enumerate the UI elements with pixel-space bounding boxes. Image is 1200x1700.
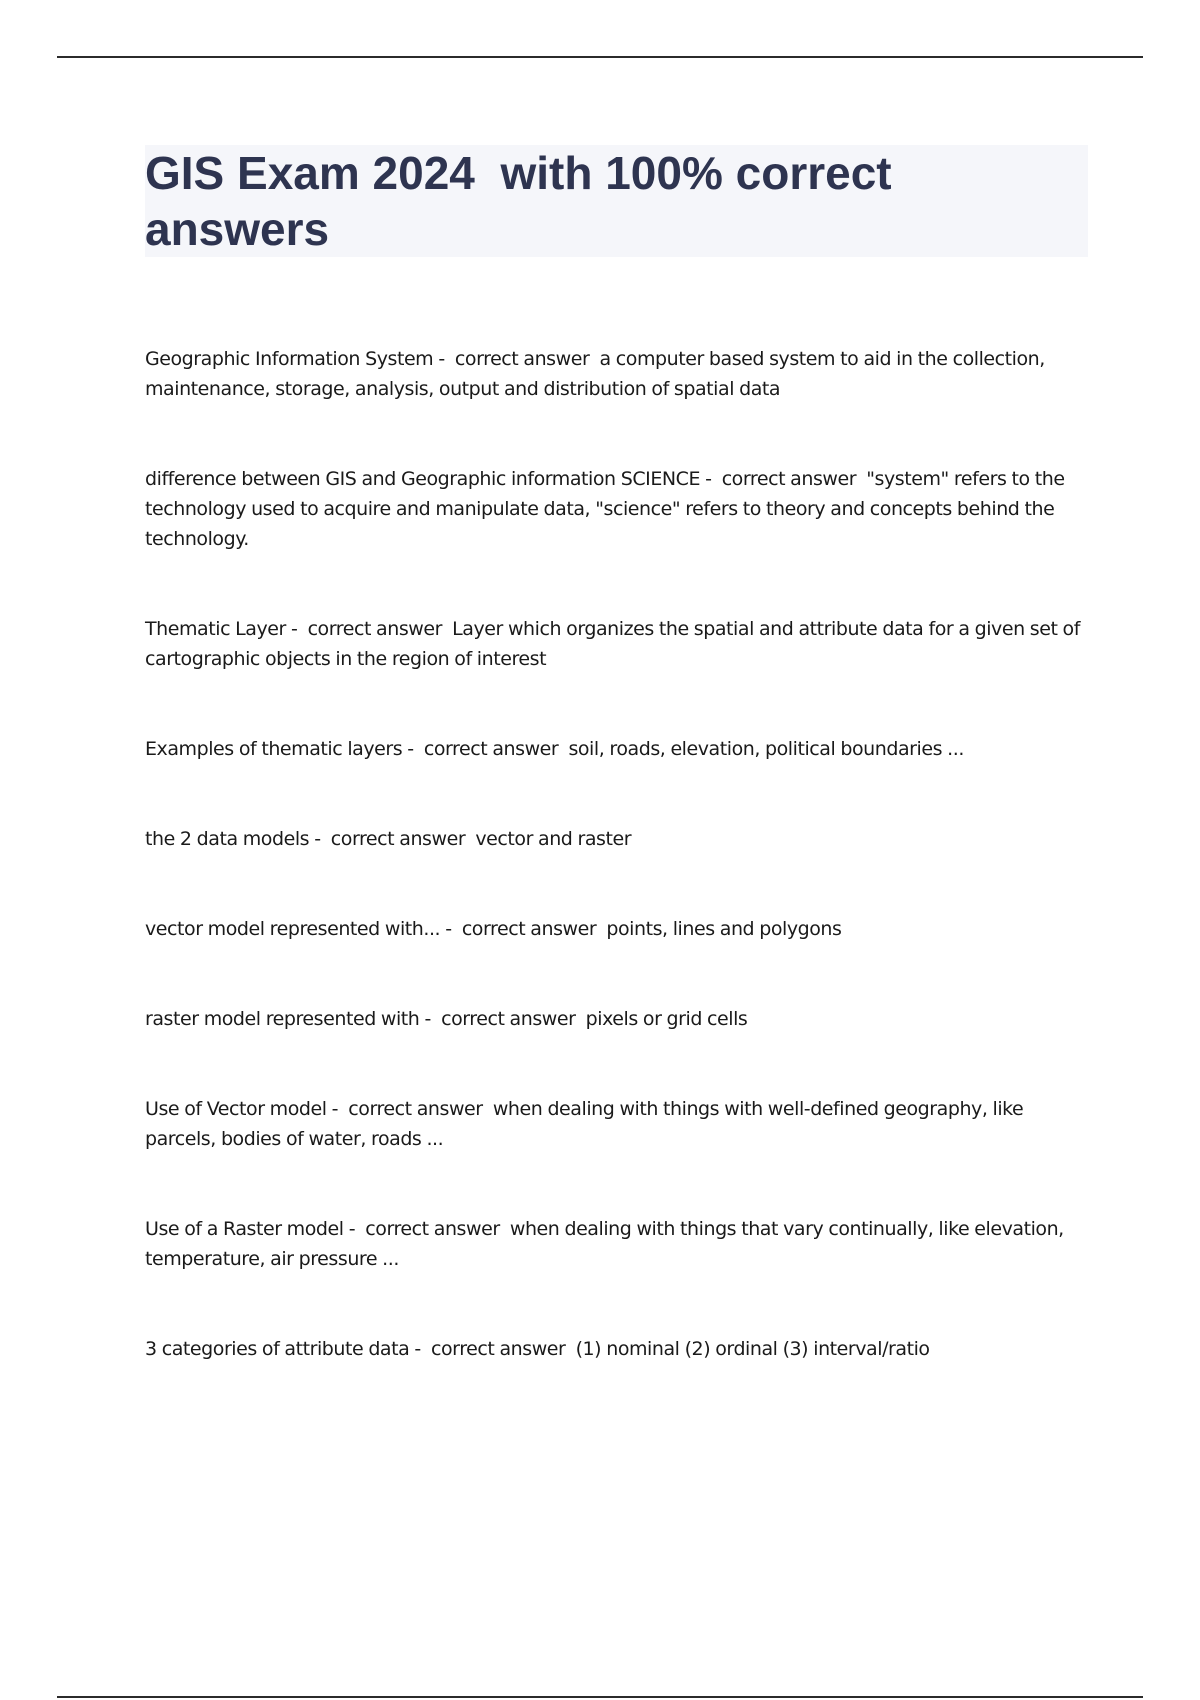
qa-item <box>145 1004 1090 1034</box>
qa-answer: points, lines and polygons <box>606 918 842 940</box>
qa-separator: - correct answer <box>419 1008 586 1030</box>
qa-answer: a computer based system to aid in the collection, maintenance, storage, analysis, output and distribution of spatial data <box>145 348 1050 400</box>
qa-separator: - correct answer <box>326 1098 493 1120</box>
qa-term: difference between GIS and Geographic information SCIENCE <box>145 468 701 490</box>
qa-item <box>145 614 1090 674</box>
qa-answer: soil, roads, elevation, political boundaries ... <box>568 738 964 760</box>
qa-separator: - correct answer <box>433 348 600 370</box>
qa-answer: "system" refers to the technology used to acquire and manipulate data, "science" refers to theory and concepts behind the technology. <box>145 468 1070 550</box>
qa-separator: - correct answer <box>402 738 569 760</box>
qa-item <box>145 824 1090 854</box>
qa-term: 3 categories of attribute data <box>145 1338 410 1360</box>
qa-answer: Layer which organizes the spatial and attribute data for a given set of cartographic objects in the region of interest <box>145 618 1086 670</box>
page-title: GIS Exam 2024 with 100% correct answers <box>145 147 905 255</box>
qa-list <box>145 344 1090 1424</box>
qa-separator: - correct answer <box>309 828 476 850</box>
qa-term: Thematic Layer <box>145 618 286 640</box>
qa-term: vector model represented with... <box>145 918 441 940</box>
qa-term: Use of a Raster model <box>145 1218 344 1240</box>
qa-term: Use of Vector model <box>145 1098 327 1120</box>
title-banner <box>145 145 1088 257</box>
qa-separator: - correct answer <box>285 618 453 640</box>
qa-separator: - correct answer <box>700 468 867 490</box>
qa-answer: pixels or grid cells <box>585 1008 748 1030</box>
qa-term: the 2 data models <box>145 828 310 850</box>
qa-item <box>145 1094 1090 1154</box>
qa-answer: vector and raster <box>475 828 632 850</box>
qa-answer: when dealing with things with well-defined geography, like parcels, bodies of water, roads ... <box>145 1098 1029 1150</box>
qa-item <box>145 344 1090 404</box>
qa-separator: - correct answer <box>343 1218 510 1240</box>
qa-item <box>145 464 1090 554</box>
qa-item <box>145 734 1090 764</box>
qa-item <box>145 914 1090 944</box>
qa-answer: when dealing with things that vary continually, like elevation, temperature, air pressure ... <box>145 1218 1069 1270</box>
qa-term: Examples of thematic layers <box>145 738 403 760</box>
qa-separator: - correct answer <box>440 918 607 940</box>
qa-item <box>145 1334 1090 1364</box>
bottom-rule <box>57 1696 1143 1698</box>
qa-item <box>145 1214 1090 1274</box>
top-rule <box>57 56 1143 58</box>
qa-term: raster model represented with <box>145 1008 420 1030</box>
qa-separator: - correct answer <box>409 1338 576 1360</box>
qa-term: Geographic Information System <box>145 348 434 370</box>
qa-answer: (1) nominal (2) ordinal (3) interval/ratio <box>575 1338 930 1360</box>
